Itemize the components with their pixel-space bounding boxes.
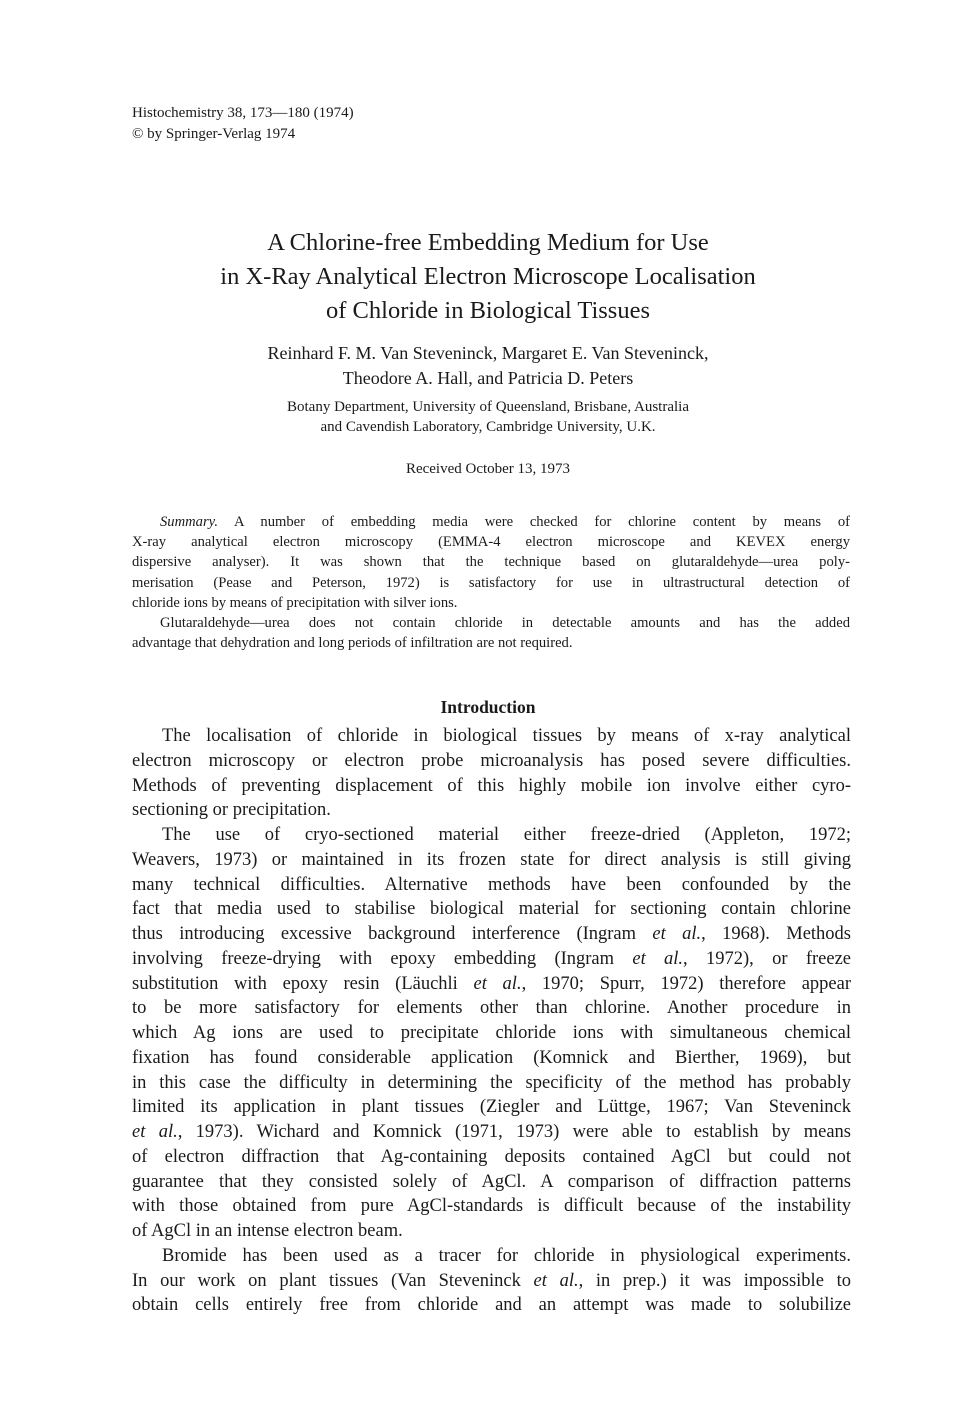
summary-label: Summary. (160, 514, 218, 530)
summary-line: Summary. A number of embedding media were checked for chlorine content by means of (160, 514, 851, 530)
journal-header (132, 103, 354, 145)
summary-line: X-ray analytical electron microscopy (EMMA-4 electron microscope and KEVEX energy (132, 534, 850, 551)
body-line: in this case the difficulty in determining the specificity of the method has probably (132, 1072, 851, 1093)
title-line: of Chloride in Biological Tissues (326, 297, 650, 324)
body-line: Weavers, 1973) or maintained in its frozen state for direct analysis is still giving (132, 849, 851, 870)
received-date: Received October 13, 1973 (405, 461, 571, 477)
body-line: substitution with epoxy resin (Läuchli et al., 1970; Spurr, 1972) therefore appear (132, 973, 851, 994)
affiliation (0, 397, 976, 437)
body-line: Bromide has been used as a tracer for chloride in physiological experiments. (162, 1245, 851, 1266)
body-line: The use of cryo-sectioned material either freeze-dried (Appleton, 1972; (162, 825, 851, 845)
author-line: Theodore A. Hall, and Patricia D. Peters (342, 368, 634, 388)
author-list (0, 341, 976, 391)
body-line: et al., 1973). Wichard and Komnick (1971, 1973) were able to establish by means (132, 1122, 851, 1142)
body-line: Methods of preventing displacement of this highly mobile ion involve either cyro- (132, 775, 851, 796)
body-line: fixation has found considerable application (Komnick and Bierther, 1969), but (132, 1047, 851, 1068)
title-line: in X-Ray Analytical Electron Microscope Localisation (220, 263, 756, 290)
title-line: A Chlorine-free Embedding Medium for Use (267, 229, 709, 256)
body-line: fact that media used to stabilise biological material for sectioning contain chlorine (132, 899, 851, 920)
paper-title (0, 226, 976, 328)
affiliation-line: and Cavendish Laboratory, Cambridge University, U.K. (320, 419, 656, 435)
summary-line: dispersive analyser). It was shown that the technique based on glutaraldehyde—urea poly- (132, 554, 850, 571)
summary-line: chloride ions by means of precipitation with silver ions. (132, 594, 458, 611)
author-line: Reinhard F. M. Van Steveninck, Margaret E. Van Steveninck, (267, 343, 709, 363)
body-line: many technical difficulties. Alternative methods have been confounded by the (132, 874, 851, 895)
body-line: thus introducing excessive background interference (Ingram et al., 1968). Methods (132, 924, 851, 944)
section-heading-introduction: Introduction (440, 697, 536, 717)
summary-section (132, 512, 850, 653)
body-line: electron microscopy or electron probe microanalysis has posed severe difficulties. (132, 750, 851, 771)
summary-paragraph (132, 512, 850, 613)
introduction-body (132, 724, 851, 1318)
summary-line: advantage that dehydration and long periods of infiltration are not required. (132, 635, 573, 652)
body-line: In our work on plant tissues (Van Steveninck et al., in prep.) it was impossible to (132, 1270, 851, 1291)
summary-line: merisation (Pease and Peterson, 1972) is satisfactory for use in ultrastructural detection of (132, 574, 850, 591)
body-paragraph (132, 1244, 851, 1318)
body-line: The localisation of chloride in biological tissues by means of x-ray analytical (162, 726, 851, 746)
body-line: limited its application in plant tissues (Ziegler and Lüttge, 1967; Van Steveninck (132, 1097, 851, 1118)
summary-line: Glutaraldehyde—urea does not contain chloride in detectable amounts and has the added (160, 615, 850, 632)
copyright-notice: © by Springer-Verlag 1974 (132, 126, 296, 142)
affiliation-line: Botany Department, University of Queensland, Brisbane, Australia (287, 399, 689, 415)
body-line: to be more satisfactory for elements other than chlorine. Another procedure in (132, 998, 851, 1019)
body-line: of AgCl in an intense electron beam. (132, 1221, 403, 1241)
body-line: guarantee that they consisted solely of AgCl. A comparison of diffraction patterns (132, 1171, 851, 1192)
body-line: with those obtained from pure AgCl-standards is difficult because of the instability (132, 1196, 851, 1217)
summary-paragraph (132, 613, 850, 653)
body-paragraph (132, 823, 851, 1244)
journal-citation: Histochemistry 38, 173—180 (1974) (132, 105, 354, 121)
body-line: which Ag ions are used to precipitate chloride ions with simultaneous chemical (132, 1023, 851, 1043)
body-line: obtain cells entirely free from chloride and an attempt was made to solubilize (132, 1295, 851, 1316)
body-line: sectioning or precipitation. (132, 800, 331, 821)
body-line: involving freeze-drying with epoxy embedding (Ingram et al., 1972), or freeze (132, 948, 851, 969)
body-paragraph (132, 724, 851, 823)
body-line: of electron diffraction that Ag-containing deposits contained AgCl but could not (132, 1146, 851, 1167)
